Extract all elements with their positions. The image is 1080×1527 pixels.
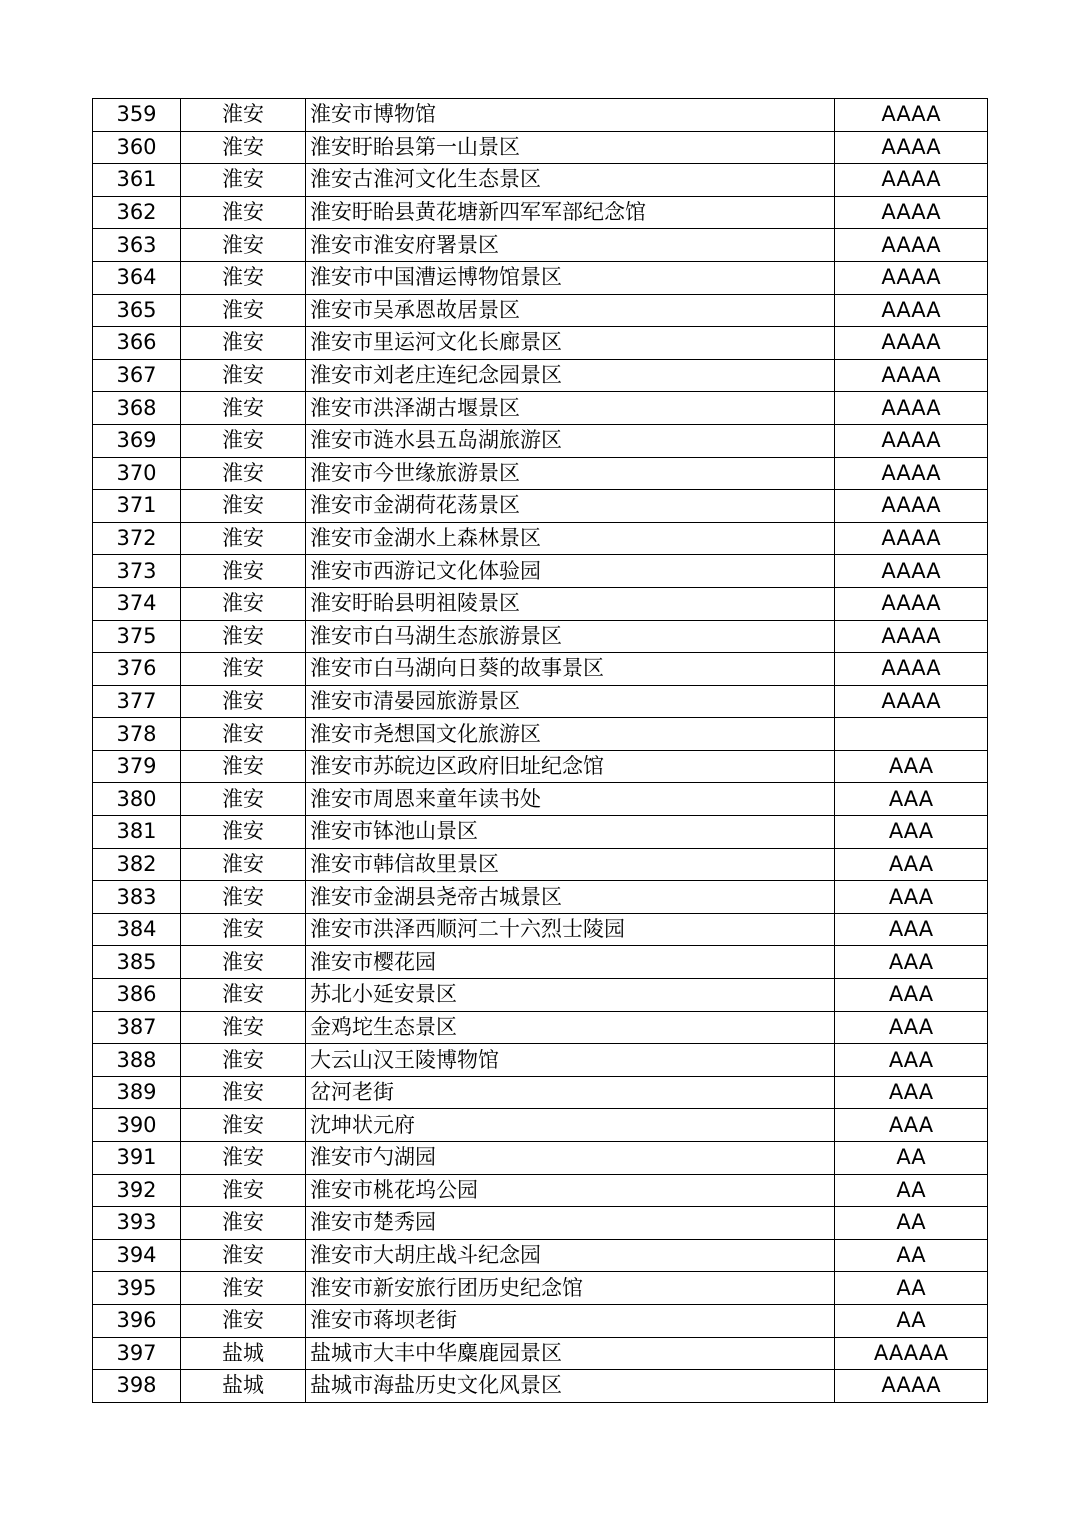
city-cell: 盐城: [181, 1337, 306, 1370]
rating-level-cell: AAAA: [835, 99, 988, 132]
city-cell: 淮安: [181, 196, 306, 229]
table-row: [93, 327, 988, 360]
rating-level-cell: AA: [835, 1174, 988, 1207]
table-row: [93, 1239, 988, 1272]
scenic-spot-name-cell: 大云山汉王陵博物馆: [306, 1044, 835, 1077]
scenic-spot-name-cell: 淮安市洪泽西顺河二十六烈士陵园: [306, 913, 835, 946]
table-row: [93, 1142, 988, 1175]
row-number-cell: 372: [93, 522, 181, 555]
table-row: [93, 555, 988, 588]
row-number-cell: 370: [93, 457, 181, 490]
scenic-spot-name-cell: 淮安市尧想国文化旅游区: [306, 718, 835, 751]
table-row: [93, 359, 988, 392]
rating-level-cell: AAAA: [835, 261, 988, 294]
table-row: [93, 946, 988, 979]
scenic-spot-name-cell: 淮安市樱花园: [306, 946, 835, 979]
scenic-spot-name-cell: 淮安古淮河文化生态景区: [306, 164, 835, 197]
city-cell: 淮安: [181, 685, 306, 718]
table-body: [93, 99, 988, 1403]
table-row: [93, 99, 988, 132]
rating-level-cell: AAA: [835, 881, 988, 914]
table-row: [93, 685, 988, 718]
table-row: [93, 750, 988, 783]
city-cell: 淮安: [181, 392, 306, 425]
city-cell: 淮安: [181, 1207, 306, 1240]
scenic-spot-name-cell: 淮安市今世缘旅游景区: [306, 457, 835, 490]
table-row: [93, 261, 988, 294]
rating-level-cell: AAAA: [835, 522, 988, 555]
city-cell: 淮安: [181, 229, 306, 262]
table-row: [93, 913, 988, 946]
scenic-spot-name-cell: 淮安市勺湖园: [306, 1142, 835, 1175]
scenic-spot-name-cell: 淮安市蒋坝老街: [306, 1304, 835, 1337]
scenic-spot-name-cell: 岔河老街: [306, 1076, 835, 1109]
row-number-cell: 360: [93, 131, 181, 164]
row-number-cell: 389: [93, 1076, 181, 1109]
table-row: [93, 848, 988, 881]
rating-level-cell: AAAA: [835, 359, 988, 392]
table-row: [93, 1207, 988, 1240]
scenic-spot-name-cell: 淮安盱眙县黄花塘新四军军部纪念馆: [306, 196, 835, 229]
row-number-cell: 394: [93, 1239, 181, 1272]
rating-level-cell: AAA: [835, 1011, 988, 1044]
row-number-cell: 391: [93, 1142, 181, 1175]
row-number-cell: 395: [93, 1272, 181, 1305]
row-number-cell: 359: [93, 99, 181, 132]
table-row: [93, 1011, 988, 1044]
rating-level-cell: AA: [835, 1207, 988, 1240]
row-number-cell: 383: [93, 881, 181, 914]
table-row: [93, 653, 988, 686]
rating-level-cell: AA: [835, 1142, 988, 1175]
row-number-cell: 377: [93, 685, 181, 718]
city-cell: 淮安: [181, 555, 306, 588]
scenic-spot-name-cell: 淮安市清晏园旅游景区: [306, 685, 835, 718]
rating-level-cell: AAAA: [835, 164, 988, 197]
rating-level-cell: AAAA: [835, 653, 988, 686]
rating-level-cell: AA: [835, 1272, 988, 1305]
row-number-cell: 392: [93, 1174, 181, 1207]
scenic-spot-name-cell: 淮安市苏皖边区政府旧址纪念馆: [306, 750, 835, 783]
table-row: [93, 392, 988, 425]
scenic-spot-name-cell: 淮安市洪泽湖古堰景区: [306, 392, 835, 425]
city-cell: 淮安: [181, 783, 306, 816]
table-row: [93, 164, 988, 197]
table-row: [93, 979, 988, 1012]
rating-level-cell: AAAA: [835, 685, 988, 718]
scenic-spot-name-cell: 淮安市里运河文化长廊景区: [306, 327, 835, 360]
city-cell: 淮安: [181, 718, 306, 751]
rating-level-cell: AAA: [835, 1076, 988, 1109]
scenic-spot-name-cell: 淮安市吴承恩故居景区: [306, 294, 835, 327]
table-row: [93, 457, 988, 490]
rating-level-cell: AA: [835, 1304, 988, 1337]
city-cell: 淮安: [181, 327, 306, 360]
table-row: [93, 490, 988, 523]
scenic-spot-name-cell: 淮安市周恩来童年读书处: [306, 783, 835, 816]
scenic-spot-name-cell: 淮安市韩信故里景区: [306, 848, 835, 881]
scenic-spot-table: [92, 98, 988, 1403]
table-row: [93, 229, 988, 262]
rating-level-cell: AAAA: [835, 587, 988, 620]
table-row: [93, 1272, 988, 1305]
scenic-spot-name-cell: 淮安市博物馆: [306, 99, 835, 132]
row-number-cell: 368: [93, 392, 181, 425]
city-cell: 淮安: [181, 424, 306, 457]
row-number-cell: 365: [93, 294, 181, 327]
table-row: [93, 881, 988, 914]
scenic-spot-name-cell: 淮安市金湖水上森林景区: [306, 522, 835, 555]
row-number-cell: 378: [93, 718, 181, 751]
scenic-spot-name-cell: 淮安市楚秀园: [306, 1207, 835, 1240]
scenic-spot-name-cell: 盐城市海盐历史文化风景区: [306, 1370, 835, 1403]
table-row: [93, 1304, 988, 1337]
city-cell: 淮安: [181, 1011, 306, 1044]
city-cell: 淮安: [181, 1239, 306, 1272]
scenic-spot-name-cell: 淮安市刘老庄连纪念园景区: [306, 359, 835, 392]
row-number-cell: 398: [93, 1370, 181, 1403]
rating-level-cell: AAAA: [835, 620, 988, 653]
city-cell: 淮安: [181, 620, 306, 653]
city-cell: 淮安: [181, 1109, 306, 1142]
row-number-cell: 362: [93, 196, 181, 229]
city-cell: 淮安: [181, 881, 306, 914]
scenic-spot-name-cell: 苏北小延安景区: [306, 979, 835, 1012]
rating-level-cell: AAA: [835, 979, 988, 1012]
rating-level-cell: AAAA: [835, 327, 988, 360]
scenic-spot-name-cell: 淮安盱眙县第一山景区: [306, 131, 835, 164]
rating-level-cell: AAAA: [835, 196, 988, 229]
table-row: [93, 1109, 988, 1142]
city-cell: 淮安: [181, 653, 306, 686]
scenic-spot-name-cell: 淮安盱眙县明祖陵景区: [306, 587, 835, 620]
scenic-spot-name-cell: 淮安市中国漕运博物馆景区: [306, 261, 835, 294]
rating-level-cell: AAA: [835, 1109, 988, 1142]
city-cell: 淮安: [181, 457, 306, 490]
rating-level-cell: AAAA: [835, 1370, 988, 1403]
city-cell: 淮安: [181, 750, 306, 783]
table-row: [93, 1370, 988, 1403]
row-number-cell: 382: [93, 848, 181, 881]
rating-level-cell: AAA: [835, 783, 988, 816]
city-cell: 淮安: [181, 261, 306, 294]
rating-level-cell: AAAA: [835, 294, 988, 327]
rating-level-cell: AA: [835, 1239, 988, 1272]
row-number-cell: 386: [93, 979, 181, 1012]
row-number-cell: 367: [93, 359, 181, 392]
city-cell: 盐城: [181, 1370, 306, 1403]
row-number-cell: 366: [93, 327, 181, 360]
row-number-cell: 364: [93, 261, 181, 294]
city-cell: 淮安: [181, 1076, 306, 1109]
table-row: [93, 294, 988, 327]
rating-level-cell: AAA: [835, 848, 988, 881]
scenic-spot-name-cell: 淮安市桃花坞公园: [306, 1174, 835, 1207]
city-cell: 淮安: [181, 816, 306, 849]
city-cell: 淮安: [181, 587, 306, 620]
city-cell: 淮安: [181, 913, 306, 946]
table-row: [93, 131, 988, 164]
city-cell: 淮安: [181, 1174, 306, 1207]
table-row: [93, 816, 988, 849]
scenic-spot-name-cell: 淮安市西游记文化体验园: [306, 555, 835, 588]
city-cell: 淮安: [181, 1044, 306, 1077]
row-number-cell: 361: [93, 164, 181, 197]
table-row: [93, 620, 988, 653]
row-number-cell: 371: [93, 490, 181, 523]
row-number-cell: 396: [93, 1304, 181, 1337]
city-cell: 淮安: [181, 294, 306, 327]
scenic-spot-name-cell: 淮安市白马湖向日葵的故事景区: [306, 653, 835, 686]
row-number-cell: 369: [93, 424, 181, 457]
row-number-cell: 374: [93, 587, 181, 620]
city-cell: 淮安: [181, 359, 306, 392]
row-number-cell: 380: [93, 783, 181, 816]
row-number-cell: 363: [93, 229, 181, 262]
scenic-spot-name-cell: 淮安市白马湖生态旅游景区: [306, 620, 835, 653]
city-cell: 淮安: [181, 979, 306, 1012]
table-row: [93, 1044, 988, 1077]
scenic-spot-name-cell: 盐城市大丰中华麋鹿园景区: [306, 1337, 835, 1370]
scenic-spot-name-cell: 淮安市金湖县尧帝古城景区: [306, 881, 835, 914]
rating-level-cell: AAA: [835, 816, 988, 849]
table-row: [93, 718, 988, 751]
row-number-cell: 388: [93, 1044, 181, 1077]
table-row: [93, 1076, 988, 1109]
scenic-spot-name-cell: 淮安市钵池山景区: [306, 816, 835, 849]
rating-level-cell: AAAA: [835, 229, 988, 262]
row-number-cell: 397: [93, 1337, 181, 1370]
rating-level-cell: AAA: [835, 946, 988, 979]
rating-level-cell: AAAAA: [835, 1337, 988, 1370]
row-number-cell: 387: [93, 1011, 181, 1044]
city-cell: 淮安: [181, 490, 306, 523]
rating-level-cell: AAAA: [835, 490, 988, 523]
row-number-cell: 379: [93, 750, 181, 783]
city-cell: 淮安: [181, 1142, 306, 1175]
city-cell: 淮安: [181, 99, 306, 132]
row-number-cell: 385: [93, 946, 181, 979]
city-cell: 淮安: [181, 164, 306, 197]
rating-level-cell: AAAA: [835, 555, 988, 588]
rating-level-cell: AAAA: [835, 392, 988, 425]
rating-level-cell: AAAA: [835, 131, 988, 164]
row-number-cell: 373: [93, 555, 181, 588]
row-number-cell: 381: [93, 816, 181, 849]
table-row: [93, 783, 988, 816]
table-row: [93, 424, 988, 457]
rating-level-cell: AAA: [835, 750, 988, 783]
scenic-spot-name-cell: 淮安市涟水县五岛湖旅游区: [306, 424, 835, 457]
city-cell: 淮安: [181, 848, 306, 881]
scenic-spot-name-cell: 淮安市金湖荷花荡景区: [306, 490, 835, 523]
row-number-cell: 390: [93, 1109, 181, 1142]
row-number-cell: 384: [93, 913, 181, 946]
row-number-cell: 375: [93, 620, 181, 653]
city-cell: 淮安: [181, 131, 306, 164]
city-cell: 淮安: [181, 522, 306, 555]
table-row: [93, 587, 988, 620]
scenic-spot-name-cell: 沈坤状元府: [306, 1109, 835, 1142]
scenic-spot-name-cell: 淮安市淮安府署景区: [306, 229, 835, 262]
table-row: [93, 196, 988, 229]
row-number-cell: 376: [93, 653, 181, 686]
scenic-spot-name-cell: 金鸡坨生态景区: [306, 1011, 835, 1044]
rating-level-cell: AAA: [835, 913, 988, 946]
city-cell: 淮安: [181, 1272, 306, 1305]
scenic-spot-name-cell: 淮安市大胡庄战斗纪念园: [306, 1239, 835, 1272]
city-cell: 淮安: [181, 946, 306, 979]
table-row: [93, 1174, 988, 1207]
table-row: [93, 1337, 988, 1370]
rating-level-cell: [835, 718, 988, 751]
city-cell: 淮安: [181, 1304, 306, 1337]
row-number-cell: 393: [93, 1207, 181, 1240]
rating-level-cell: AAAA: [835, 457, 988, 490]
table-row: [93, 522, 988, 555]
rating-level-cell: AAAA: [835, 424, 988, 457]
scenic-spot-name-cell: 淮安市新安旅行团历史纪念馆: [306, 1272, 835, 1305]
rating-level-cell: AAA: [835, 1044, 988, 1077]
